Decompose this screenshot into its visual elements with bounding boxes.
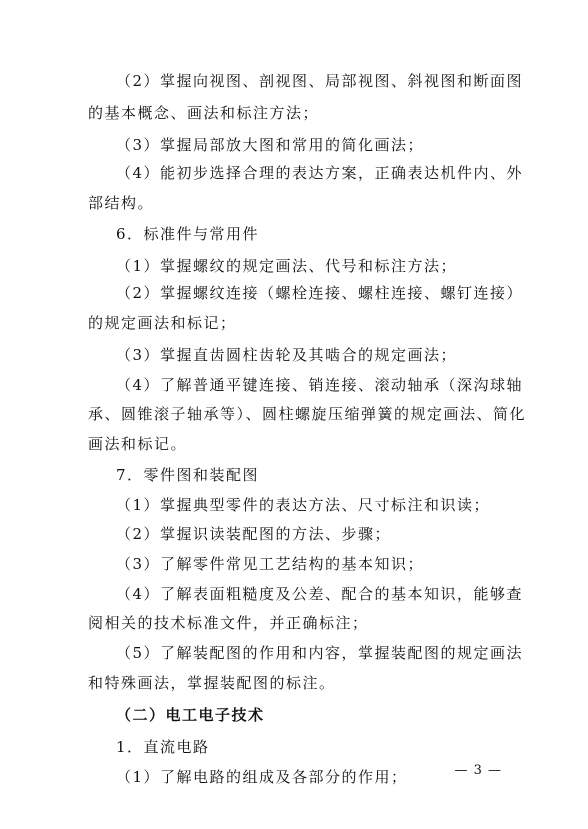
text-line: （3）掌握直齿圆柱齿轮及其啮合的规定画法；: [116, 346, 458, 364]
page-number: — 3 —: [454, 763, 502, 778]
text-line: （2）掌握向视图、剖视图、局部视图、斜视图和断面图: [116, 72, 524, 90]
text-line: （2）掌握螺纹连接（螺栓连接、螺柱连接、螺钉连接）: [116, 284, 524, 302]
text-line: （4）能初步选择合理的表达方案，正确表达机件内、外: [116, 164, 524, 182]
text-line: （1）掌握典型零件的表达方法、尺寸标注和识读；: [116, 496, 491, 514]
text-line: 和特殊画法，掌握装配图的标注。: [88, 674, 336, 692]
text-line: 的规定画法和标记；: [88, 314, 237, 332]
text-line: （1）掌握螺纹的规定画法、代号和标注方法；: [116, 257, 458, 275]
text-line: （1）了解电路的组成及各部分的作用；: [116, 768, 408, 786]
text-line: （4）了解普通平键连接、销连接、滚动轴承（深沟球轴: [116, 376, 524, 394]
text-line: 画法和标记。: [88, 435, 188, 453]
text-line: （3）掌握局部放大图和常用的简化画法；: [116, 136, 425, 154]
subsection-heading: （二）电工电子技术: [116, 706, 265, 724]
text-line: （4）了解表面粗糙度及公差、配合的基本知识，能够查: [116, 585, 524, 603]
text-line: （2）掌握识读装配图的方法、步骤；: [116, 525, 392, 543]
text-line: 阅相关的技术标准文件，并正确标注；: [88, 614, 369, 632]
text-line: 的基本概念、画法和标注方法；: [88, 104, 320, 122]
text-line: （3）了解零件常见工艺结构的基本知识；: [116, 555, 425, 573]
text-line: 承、圆锥滚子轴承等）、圆柱螺旋压缩弹簧的规定画法、简化: [88, 405, 527, 423]
section-heading: 6．标准件与常用件: [116, 225, 260, 243]
section-heading: 7．零件图和装配图: [116, 466, 260, 484]
section-heading: 1．直流电路: [116, 738, 210, 756]
text-line: 部结构。: [88, 194, 155, 212]
text-line: （5）了解装配图的作用和内容，掌握装配图的规定画法: [116, 644, 524, 662]
